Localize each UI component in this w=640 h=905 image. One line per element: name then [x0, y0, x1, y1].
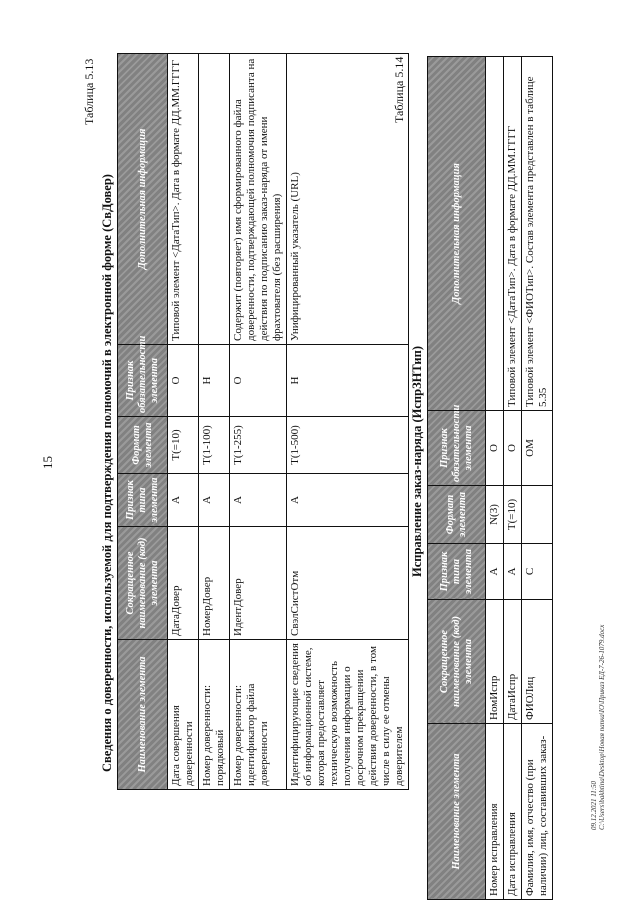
element-info: Унифицированный указатель (URL) — [287, 54, 409, 345]
element-format: T(=10) — [168, 417, 199, 474]
element-format: T(1-100) — [199, 417, 230, 474]
table-row — [486, 57, 504, 900]
table-row — [522, 57, 553, 900]
element-format: T(1-255) — [230, 417, 287, 474]
header-cell: Признак типа элемента — [118, 474, 168, 527]
element-name: Дата исправления — [504, 724, 522, 900]
table-5-14 — [427, 56, 553, 900]
element-type: С — [522, 544, 553, 600]
element-type: А — [504, 544, 522, 600]
element-type: А — [168, 474, 199, 527]
header-cell: Наименование элемента — [118, 640, 168, 790]
element-name: Идентифицирующие сведения об информационной системе, которая предоставляет техническую возможность получения информации о досрочном прекращении действия доверенности, в том числе в силу ее отмены доверителем — [287, 640, 409, 790]
element-format: T(1-500) — [287, 417, 409, 474]
element-info: Типовой элемент <ДатаТип>. Дата в формате ДД.ММ.ГГГГ — [168, 54, 199, 345]
element-required: О — [168, 345, 199, 417]
element-format: T(=10) — [504, 486, 522, 544]
element-type: А — [287, 474, 409, 527]
table-row — [287, 54, 409, 790]
element-type: А — [199, 474, 230, 527]
header-cell: Сокращенное наименование (код) элемента — [428, 600, 486, 724]
header-cell: Признак типа элемента — [428, 544, 486, 600]
page-number: 15 — [40, 456, 55, 469]
element-required: ОМ — [522, 411, 553, 486]
element-info — [199, 54, 230, 345]
header-cell: Признак обязательности элемента — [428, 411, 486, 486]
element-required: О — [230, 345, 287, 417]
footer-path: C:\Users\bakhtina\Desktop\Новая папка\IO\Приказ ЕД-7-26-1079.docx — [598, 624, 606, 830]
element-info: Типовой элемент <ФИОТип>. Состав элемента представлен в таблице 5.35 — [522, 57, 553, 411]
element-name: Дата совершения доверенности — [168, 640, 199, 790]
element-info: Типовой элемент <ДатаТип>. Дата в формате ДД.ММ.ГГГГ — [504, 57, 522, 411]
element-required: Н — [287, 345, 409, 417]
element-name: Номер доверенности: идентификатор файла доверенности — [230, 640, 287, 790]
element-name: Номер исправления — [486, 724, 504, 900]
file-path-footer — [590, 530, 606, 830]
element-code: ИдентДовер — [230, 527, 287, 640]
element-code: НомерДовер — [199, 527, 230, 640]
element-info: Содержит (повторяет) имя сформированного файла доверенности, подтверждающей полномочия подписанта на действия по подписанию заказ-наряда от имени фрахтователя (без расширения) — [230, 54, 287, 345]
table-5-13-label: Таблица 5.13 — [82, 58, 96, 125]
table-5-13-title: Сведения о доверенности, используемой для подтверждения полномочий в электронной форме (СвДовер) — [100, 174, 114, 772]
table-5-13 — [117, 53, 409, 790]
element-code: СвэлСистОтм — [287, 527, 409, 640]
header-cell: Дополнительная информация — [118, 54, 168, 345]
header-cell: Сокращенное наименование (код) элемента — [118, 527, 168, 640]
header-cell: Дополнительная информация — [428, 57, 486, 411]
element-code: ДатаДовер — [168, 527, 199, 640]
table-5-14-label: Таблица 5.14 — [392, 56, 406, 123]
element-required: О — [486, 411, 504, 486]
element-code: НомИспр — [486, 600, 504, 724]
element-type: А — [486, 544, 504, 600]
element-required: О — [504, 411, 522, 486]
table-row — [504, 57, 522, 900]
element-code: ДатаИспр — [504, 600, 522, 724]
element-format — [522, 486, 553, 544]
table-row — [168, 54, 199, 790]
header-cell: Формат элемента — [428, 486, 486, 544]
table-row — [199, 54, 230, 790]
element-code: ФИОЛиц — [522, 600, 553, 724]
header-cell: Наименование элемента — [428, 724, 486, 900]
element-type: А — [230, 474, 287, 527]
element-info — [486, 57, 504, 411]
element-name: Номер доверенности: порядковый — [199, 640, 230, 790]
element-name: Фамилия, имя, отчество (при наличии) лиц, составивших заказ- — [522, 724, 553, 900]
header-cell: Признак обязательности элемента — [118, 345, 168, 417]
table-5-14-title: Исправление заказ-наряда (ИспрЗНТип) — [410, 346, 424, 577]
header-cell: Формат элемента — [118, 417, 168, 474]
element-required: Н — [199, 345, 230, 417]
element-format: N(3) — [486, 486, 504, 544]
table-row — [230, 54, 287, 790]
footer-timestamp: 09.12.2021 11:50 — [590, 780, 598, 830]
